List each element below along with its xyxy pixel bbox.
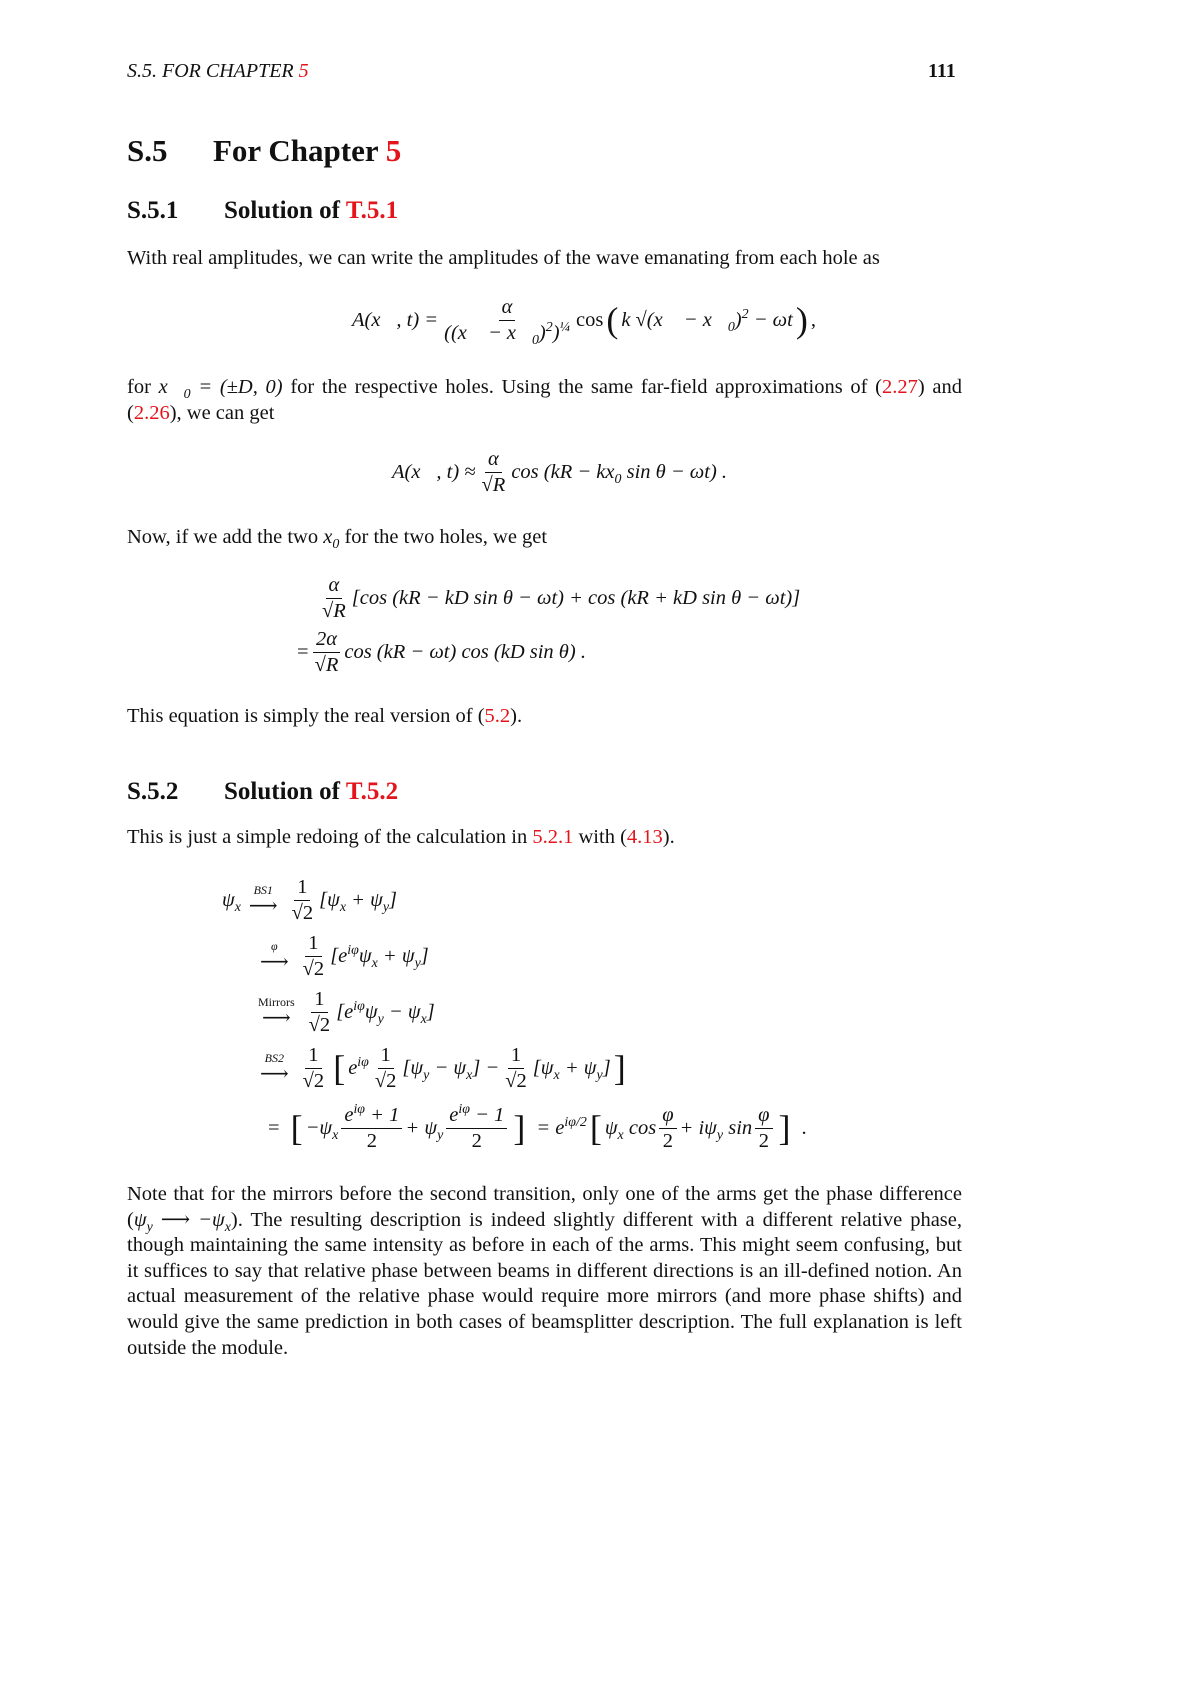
- eq-lhs: $\psi_x$: [222, 888, 241, 915]
- eq-bracket: [: [333, 1048, 346, 1089]
- arrow-label: Mirrors: [258, 995, 295, 1010]
- eq-rhs: $[\psi_x + \psi_y]$: [319, 888, 398, 915]
- eq-numerator: α: [485, 448, 502, 473]
- eq-denominator: √2: [302, 1069, 325, 1092]
- eq-numerator: 1: [305, 1044, 321, 1069]
- derivation-line-2: [252, 932, 429, 980]
- eq-argument: k √(x⃗ − $x⃗_0)^2 - \omega t$: [621, 306, 793, 335]
- eq-bracket: [: [589, 1108, 602, 1149]
- subsection-number: S.5.2: [127, 778, 179, 805]
- section-heading: [127, 133, 401, 169]
- task-link[interactable]: T.5.2: [345, 778, 399, 805]
- eq-denominator: √2: [291, 901, 314, 924]
- eq-bracket: [: [290, 1108, 303, 1149]
- equation-link[interactable]: 5.2: [484, 705, 511, 727]
- eq-denominator: √2: [374, 1069, 397, 1092]
- inline-math: $x_0$: [323, 526, 340, 553]
- eq-numerator: 1: [305, 932, 321, 957]
- eq-punct: ,: [810, 308, 816, 331]
- eq-lhs: A(x⃗, t) ≈: [392, 460, 476, 483]
- header-chapter-link[interactable]: 5: [298, 60, 309, 82]
- eq-bracket: ]: [513, 1108, 526, 1149]
- arrow-icon: ⟶: [260, 1063, 289, 1086]
- chapter-link[interactable]: 5: [385, 133, 402, 168]
- text: for: [127, 376, 159, 398]
- eq-denominator: √2: [302, 957, 325, 980]
- equation-sum-line-1: [316, 574, 800, 622]
- eq-term: $\psi_x$ cos: [604, 1116, 657, 1143]
- eq-bracket: ]: [778, 1108, 791, 1149]
- eq-numerator: φ: [755, 1104, 772, 1129]
- inline-math: $x⃗_0 = (\pm D$, 0): [158, 376, 283, 403]
- eq-bracket: ]: [613, 1048, 626, 1089]
- text: ) and (: [127, 376, 962, 424]
- eq-term: $[\psi_y - \psi_x]$ −: [402, 1056, 500, 1083]
- arrow-label: BS1: [253, 883, 273, 898]
- eq-numerator: $e^{i\varphi} - 1$: [446, 1104, 507, 1129]
- subsection-number: S.5.1: [127, 197, 179, 224]
- text: ).: [662, 826, 675, 848]
- eq-numerator: 1: [311, 988, 327, 1013]
- running-header: [127, 60, 309, 83]
- section-number: S.5: [127, 133, 168, 168]
- eq-numerator: 1: [508, 1044, 524, 1069]
- header-title: S.5. FOR CHAPTER: [127, 60, 299, 82]
- eq-cos: cos: [576, 308, 604, 331]
- eq-numerator: α: [499, 296, 516, 321]
- eq-term: + $i\psi_y$ sin: [679, 1116, 753, 1143]
- subsection-heading-2: [127, 778, 398, 806]
- eq-denominator: 2: [662, 1129, 673, 1152]
- equation-farfield: [392, 448, 727, 496]
- eq-denominator: √2: [308, 1013, 331, 1036]
- eq-numerator: 1: [294, 876, 310, 901]
- eq-rhs: $\cos (kR - kx_0$ sin θ − ωt) .: [511, 460, 728, 487]
- eq-numerator: 2α: [313, 628, 340, 653]
- eq-numerator: $e^{i\varphi} + 1$: [341, 1104, 402, 1129]
- eq-denominator: √2: [505, 1069, 527, 1092]
- paragraph: With real amplitudes, we can write the amplitudes of the wave emanating from each hole as: [127, 247, 880, 269]
- eq-equals: =: [268, 1116, 280, 1139]
- eq-paren: ): [795, 300, 808, 341]
- eq-term: $e^{i\varphi}$: [348, 1054, 369, 1079]
- eq-paren: (: [606, 300, 619, 341]
- text: Note that for the mirrors before the second transition, only one of the arms get the phase difference (: [127, 1183, 962, 1231]
- equation-amplitude: [352, 296, 816, 348]
- eq-term: $[\psi_x + \psi_y]$: [532, 1056, 611, 1083]
- text: Now, if we add the two: [127, 526, 324, 548]
- equation-link[interactable]: 2.27: [882, 376, 918, 398]
- subsection-title: Solution of: [224, 778, 346, 805]
- text: This equation is simply the real version of (: [127, 705, 485, 727]
- eq-lhs: A(x⃗, t) =: [352, 308, 439, 331]
- equation-sum-line-2: [297, 628, 586, 676]
- text: with (: [573, 826, 627, 848]
- page-number: 111: [928, 60, 956, 82]
- derivation-line-1: [222, 876, 397, 924]
- eq-numerator: φ: [659, 1104, 676, 1129]
- paragraph: [127, 825, 962, 851]
- arrow-icon: ⟶: [262, 1007, 291, 1030]
- derivation-line-4: [252, 1044, 629, 1092]
- text: ).: [510, 705, 523, 727]
- eq-equals: =: [297, 640, 309, 663]
- text: This is just a simple redoing of the calculation in: [127, 826, 533, 848]
- eq-denominator: 2: [366, 1129, 377, 1152]
- section-title: For Chapter: [213, 133, 386, 168]
- eq-rhs: $[e^{i\varphi}\psi_y - \psi_x]$: [336, 998, 435, 1027]
- derivation-line-3: [250, 988, 435, 1036]
- eq-denominator: √R: [481, 473, 506, 496]
- equation-link[interactable]: 2.26: [133, 401, 170, 424]
- eq-punct: .: [801, 1116, 807, 1139]
- derivation-line-5: [268, 1104, 807, 1152]
- arrow-icon: ⟶: [248, 895, 278, 918]
- eq-rhs: cos (kR − ωt) cos (kD sin θ) .: [344, 640, 586, 663]
- text: ). The resulting description is indeed slightly different with a different relative phase, though maintaining the same intensity as before in each of the arms. This might seem confusing, but it suffices to say that relative phase between beams in different directions is an ill-defined notion. An actual measurement of the relative phase would require more mirrors (and more phase shifts) and would give the same prediction in both cases of beamsplitter description. The full explanation is left outside the module.: [127, 1208, 962, 1359]
- eq-numerator: α: [326, 574, 343, 599]
- eq-term: = $e^{i\varphi/2}$: [536, 1114, 587, 1139]
- subsection-title: Solution of: [224, 197, 346, 224]
- eq-rhs: $[e^{i\varphi}\psi_x + \psi_y]$: [330, 942, 429, 971]
- eq-denominator: 2: [471, 1129, 482, 1152]
- task-link[interactable]: T.5.1: [345, 197, 399, 224]
- eq-numerator: 1: [378, 1044, 394, 1069]
- arrow-label: BS2: [264, 1051, 284, 1066]
- paragraph: [127, 1182, 962, 1361]
- text: for the respective holes. Using the same far-field approximations of (: [282, 376, 882, 398]
- text: for the two holes, we get: [339, 526, 548, 548]
- section-link[interactable]: 5.2.1: [532, 826, 574, 848]
- paragraph: [127, 704, 962, 730]
- eq-term: + $\psi_y$: [405, 1116, 444, 1143]
- eq-term: $-\psi_x$: [305, 1116, 339, 1143]
- eq-rhs: [cos (kR − kD sin θ − ωt) + cos (kR + kD sin θ − ωt)]: [351, 586, 801, 609]
- equation-link[interactable]: 4.13: [626, 826, 663, 848]
- text: ), we can get: [169, 401, 275, 424]
- inline-math: $\psi_y$ ⟶ $-\psi_x$: [133, 1208, 231, 1235]
- subsection-heading-1: [127, 197, 398, 225]
- paragraph: [127, 375, 962, 426]
- eq-denominator: ((x⃗ − $x⃗_0)^2)^{\frac{1}{4}}$: [444, 319, 570, 348]
- paragraph: [127, 525, 962, 551]
- eq-denominator: √R: [322, 599, 346, 622]
- arrow-icon: ⟶: [260, 951, 289, 974]
- arrow-label: φ: [271, 939, 278, 954]
- eq-denominator: 2: [758, 1129, 769, 1152]
- eq-denominator: √R: [314, 653, 339, 676]
